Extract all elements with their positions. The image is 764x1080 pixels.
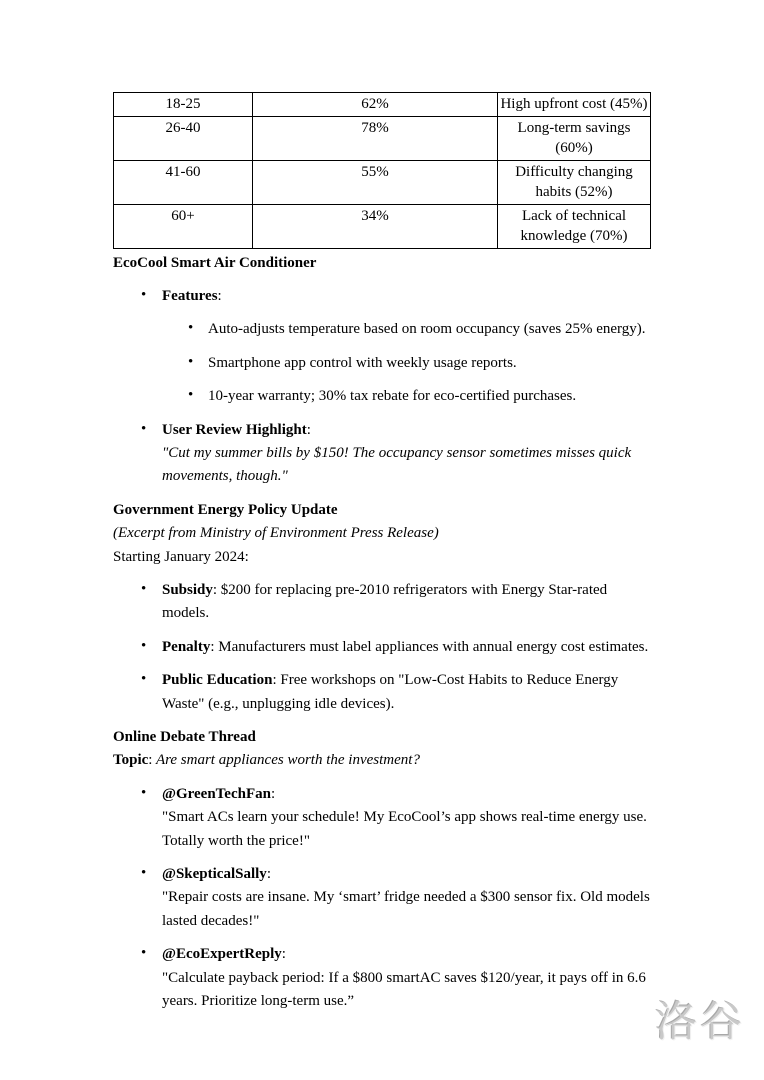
- bullet-icon: •: [188, 387, 194, 404]
- debate-topic-line: [113, 749, 650, 772]
- concern-cell: Lack of technical knowledge (70%): [498, 204, 651, 248]
- colon: :: [266, 866, 271, 883]
- policy-item-label: Subsidy: [162, 581, 213, 598]
- features-item: [113, 285, 650, 308]
- comment-item: [113, 863, 650, 933]
- feature-text: 10-year warranty; 30% tax rebate for eco-certified purchases.: [208, 388, 577, 405]
- review-quote: "Cut my summer bills by $150! The occupancy sensor sometimes misses quick movements, though.": [162, 444, 632, 485]
- comment-item: [113, 943, 650, 1013]
- comment-item: [113, 783, 650, 853]
- policy-item-label: Penalty: [162, 638, 211, 655]
- watermark: 洛谷: [655, 1000, 746, 1046]
- policy-item: [113, 579, 650, 626]
- debate-header-block: [113, 726, 650, 773]
- colon: :: [281, 946, 286, 963]
- policy-item-label: Public Education: [162, 672, 273, 689]
- bullet-icon: •: [141, 671, 147, 688]
- document-content: [113, 92, 650, 1023]
- colon: :: [210, 638, 215, 655]
- feature-text: Smartphone app control with weekly usage reports.: [208, 354, 517, 371]
- features-label: Features: [162, 287, 218, 304]
- colon: :: [306, 421, 311, 438]
- concern-cell: Long-term savings (60%): [498, 116, 651, 160]
- table-row: [114, 93, 651, 117]
- policy-item-text: Free workshops on "Low-Cost Habits to Reduce Energy Waste" (e.g., unplugging idle devices).: [162, 672, 619, 712]
- bullet-icon: •: [141, 637, 147, 654]
- policy-effective-date: Starting January 2024:: [113, 548, 249, 565]
- feature-item: [113, 385, 650, 408]
- comment-quote: "Smart ACs learn your schedule! My EcoCool’s app shows real-time energy use. Totally worth the price!": [162, 809, 647, 849]
- comment-username: @EcoExpertReply: [162, 946, 282, 963]
- concern-cell: High upfront cost (45%): [498, 93, 651, 117]
- table-row: [114, 204, 651, 248]
- comment-quote: "Repair costs are insane. My ‘smart’ fridge needed a $300 sensor fix. Old models lasted decades!": [162, 889, 650, 929]
- bullet-icon: •: [141, 286, 147, 303]
- topic-label: Topic: [113, 752, 149, 769]
- section-heading-debate: Online Debate Thread: [113, 729, 256, 745]
- bullet-icon: •: [141, 784, 147, 801]
- policy-item: [113, 669, 650, 716]
- age-group-cell: 41-60: [114, 160, 253, 204]
- review-label: User Review Highlight: [162, 421, 307, 438]
- age-group-cell: 26-40: [114, 116, 253, 160]
- review-item: [113, 419, 650, 489]
- percentage-cell: 55%: [253, 160, 498, 204]
- bullet-icon: •: [141, 580, 147, 597]
- comment-username: @GreenTechFan: [162, 785, 271, 802]
- policy-item-text: $200 for replacing pre-2010 refrigerators with Energy Star-rated models.: [162, 581, 608, 622]
- percentage-cell: 62%: [253, 93, 498, 117]
- comment-quote: "Calculate payback period: If a $800 smartAC saves $120/year, it pays off in 6.6 years. Prioritize long-term use.”: [162, 969, 646, 1010]
- policy-source-note: (Excerpt from Ministry of Environment Press Release): [113, 525, 439, 542]
- colon: :: [217, 287, 222, 304]
- policy-item-text: Manufacturers must label appliances with annual energy cost estimates.: [214, 638, 649, 655]
- concern-cell: Difficulty changing habits (52%): [498, 160, 651, 204]
- percentage-cell: 78%: [253, 116, 498, 160]
- percentage-cell: 34%: [253, 204, 498, 248]
- bullet-icon: •: [141, 865, 147, 882]
- feature-item: [113, 318, 650, 341]
- bullet-icon: •: [141, 945, 147, 962]
- section-heading-policy: Government Energy Policy Update: [113, 501, 338, 518]
- table-row: [114, 160, 651, 204]
- section-heading-ecocool: EcoCool Smart Air Conditioner: [113, 254, 317, 271]
- feature-item: [113, 352, 650, 375]
- bullet-icon: •: [141, 420, 147, 437]
- colon: :: [212, 581, 218, 598]
- topic-text: Are smart appliances worth the investment?: [152, 752, 420, 769]
- feature-text: Auto-adjusts temperature based on room occupancy (saves 25% energy).: [208, 321, 646, 338]
- policy-item: [113, 636, 650, 659]
- policy-header-block: [113, 499, 650, 569]
- comment-username: @SkepticalSally: [162, 866, 267, 883]
- survey-table: [113, 92, 651, 249]
- table-row: [114, 116, 651, 160]
- bullet-icon: •: [188, 320, 194, 337]
- colon: :: [272, 672, 277, 689]
- colon: :: [270, 785, 276, 802]
- bullet-icon: •: [188, 353, 194, 370]
- colon: :: [148, 752, 153, 769]
- age-group-cell: 60+: [114, 204, 253, 248]
- age-group-cell: 18-25: [114, 93, 253, 117]
